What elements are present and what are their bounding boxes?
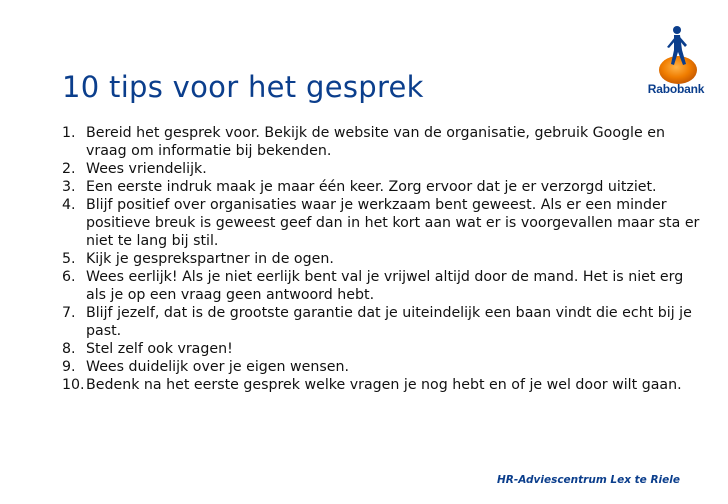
rabobank-logo-text: Rabobank: [647, 82, 705, 96]
list-item: [62, 376, 702, 394]
list-item-number: 7.: [62, 305, 76, 321]
list-item-text: Bereid het gesprek voor. Bekijk de website van de organisatie, gebruik Google en vraag om informatie bij bekenden.: [86, 125, 665, 159]
list-item-number: 2.: [62, 161, 76, 177]
tips-list: [62, 124, 702, 394]
list-item-number: 10.: [62, 377, 85, 393]
list-item-text: Stel zelf ook vragen!: [86, 341, 233, 357]
list-item: [62, 160, 702, 178]
list-item-number: 1.: [62, 125, 76, 141]
list-item: [62, 358, 702, 376]
list-item-number: 9.: [62, 359, 76, 375]
list-item-text: Kijk je gesprekspartner in de ogen.: [86, 251, 334, 267]
list-item-text: Wees duidelijk over je eigen wensen.: [86, 359, 349, 375]
footer-credit: HR-Adviescentrum Lex te Riele: [496, 474, 680, 486]
list-item-text: Blijf jezelf, dat is de grootste garantie dat je uiteindelijk een baan vindt die echt bij je past.: [86, 305, 692, 339]
list-item-text: Bedenk na het eerste gesprek welke vragen je nog hebt en of je wel door wilt gaan.: [86, 377, 682, 393]
list-item-number: 6.: [62, 269, 76, 285]
list-item-number: 8.: [62, 341, 76, 357]
list-item: [62, 268, 702, 304]
list-item-number: 5.: [62, 251, 76, 267]
list-item-text: Wees eerlijk! Als je niet eerlijk bent val je vrijwel altijd door de mand. Het is niet erg als je op een vraag geen antwoord hebt.: [86, 269, 684, 303]
list-item-text: Een eerste indruk maak je maar één keer. Zorg ervoor dat je er verzorgd uitziet.: [86, 179, 657, 195]
list-item-number: 4.: [62, 197, 76, 213]
slide-title: 10 tips voor het gesprek: [62, 70, 424, 104]
list-item-number: 3.: [62, 179, 76, 195]
list-item: [62, 340, 702, 358]
list-item: [62, 250, 702, 268]
list-item: [62, 304, 702, 340]
list-item-text: Blijf positief over organisaties waar je werkzaam bent geweest. Als er een minder positieve breuk is geweest geef dan in het kort aan wat er is voorgevallen maar sta er niet te lang bij stil.: [86, 197, 700, 249]
list-item: [62, 178, 702, 196]
list-item-text: Wees vriendelijk.: [86, 161, 207, 177]
list-item: [62, 124, 702, 160]
list-item: [62, 196, 702, 250]
